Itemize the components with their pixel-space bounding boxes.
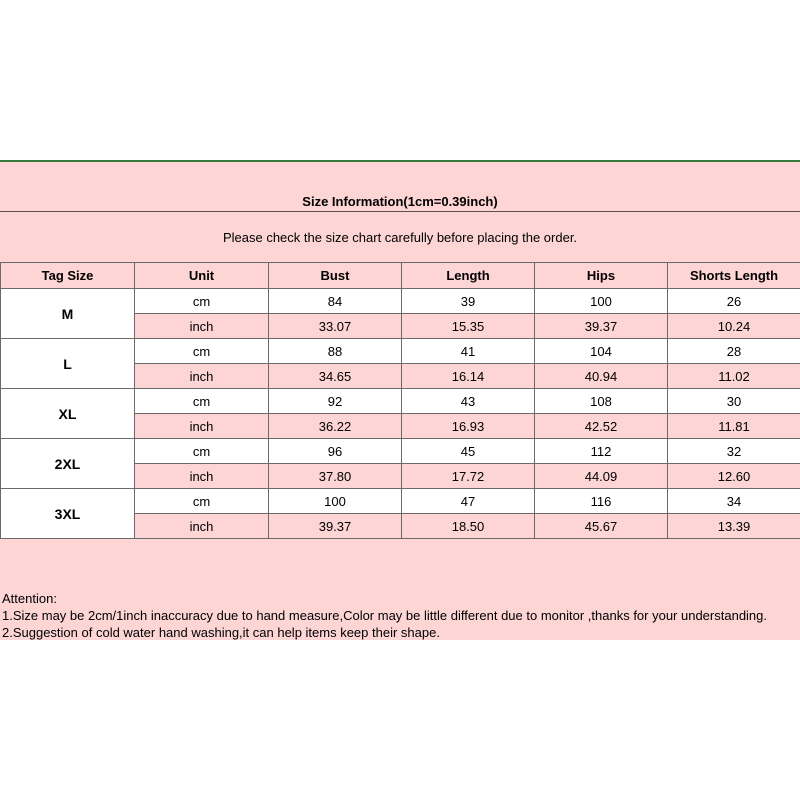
table-cell: cm [135,489,269,514]
table-cell: 43 [402,389,535,414]
table-cell: 40.94 [535,364,668,389]
tag-size-cell: M [1,289,135,339]
attention-line: 2.Suggestion of cold water hand washing,it can help items keep their shape. [2,625,440,640]
table-cell: 36.22 [269,414,402,439]
table-cell: 100 [269,489,402,514]
table-cell: inch [135,414,269,439]
table-cell: 45.67 [535,514,668,539]
table-cell: 34.65 [269,364,402,389]
table-cell: 16.93 [402,414,535,439]
table-cell: 100 [535,289,668,314]
chart-subtitle: Please check the size chart carefully before placing the order. [222,229,578,245]
table-cell: 13.39 [668,514,800,539]
table-cell: 15.35 [402,314,535,339]
tag-size-cell: 2XL [1,439,135,489]
table-cell: 112 [535,439,668,464]
table-row [1,389,800,414]
table-cell: 41 [402,339,535,364]
attention-line: 1.Size may be 2cm/1inch inaccuracy due to hand measure,Color may be little different due to monitor ,thanks for your understanding. [2,608,768,623]
table-cell: 16.14 [402,364,535,389]
table-cell: 28 [668,339,800,364]
table-cell: 12.60 [668,464,800,489]
table-cell: 108 [535,389,668,414]
table-cell: 84 [269,289,402,314]
table-cell: 92 [269,389,402,414]
table-cell: cm [135,289,269,314]
table-cell: 30 [668,389,800,414]
table-cell: 47 [402,489,535,514]
size-table-body [1,289,800,539]
column-header: Tag Size [1,263,135,289]
table-cell: 45 [402,439,535,464]
table-cell: cm [135,439,269,464]
table-cell: 104 [535,339,668,364]
table-cell: inch [135,364,269,389]
tag-size-cell: 3XL [1,489,135,539]
table-cell: 11.81 [668,414,800,439]
table-cell: 96 [269,439,402,464]
attention-notes [2,590,800,641]
size-chart [0,160,800,640]
table-cell: 17.72 [402,464,535,489]
table-cell: 34 [668,489,800,514]
table-row [1,339,800,364]
table-cell: 88 [269,339,402,364]
tag-size-cell: L [1,339,135,389]
table-cell: 32 [668,439,800,464]
table-cell: 42.52 [535,414,668,439]
table-cell: 33.07 [269,314,402,339]
table-row [1,489,800,514]
column-header: Shorts Length [668,263,800,289]
chart-title: Size Information(1cm=0.39inch) [0,162,800,212]
table-cell: 26 [668,289,800,314]
column-header: Length [402,263,535,289]
table-cell: 11.02 [668,364,800,389]
table-cell: 39 [402,289,535,314]
table-cell: 37.80 [269,464,402,489]
table-cell: 39.37 [269,514,402,539]
table-cell: 10.24 [668,314,800,339]
table-cell: 116 [535,489,668,514]
table-row [1,439,800,464]
table-row [1,289,800,314]
tag-size-cell: XL [1,389,135,439]
table-cell: 44.09 [535,464,668,489]
column-header: Unit [135,263,269,289]
table-cell: inch [135,514,269,539]
table-cell: 18.50 [402,514,535,539]
table-cell: 39.37 [535,314,668,339]
table-header-row [1,263,800,289]
column-header: Hips [535,263,668,289]
attention-heading: Attention: [2,591,57,606]
table-cell: cm [135,339,269,364]
table-cell: cm [135,389,269,414]
table-cell: inch [135,464,269,489]
column-header: Bust [269,263,402,289]
size-table [0,262,800,539]
table-cell: inch [135,314,269,339]
